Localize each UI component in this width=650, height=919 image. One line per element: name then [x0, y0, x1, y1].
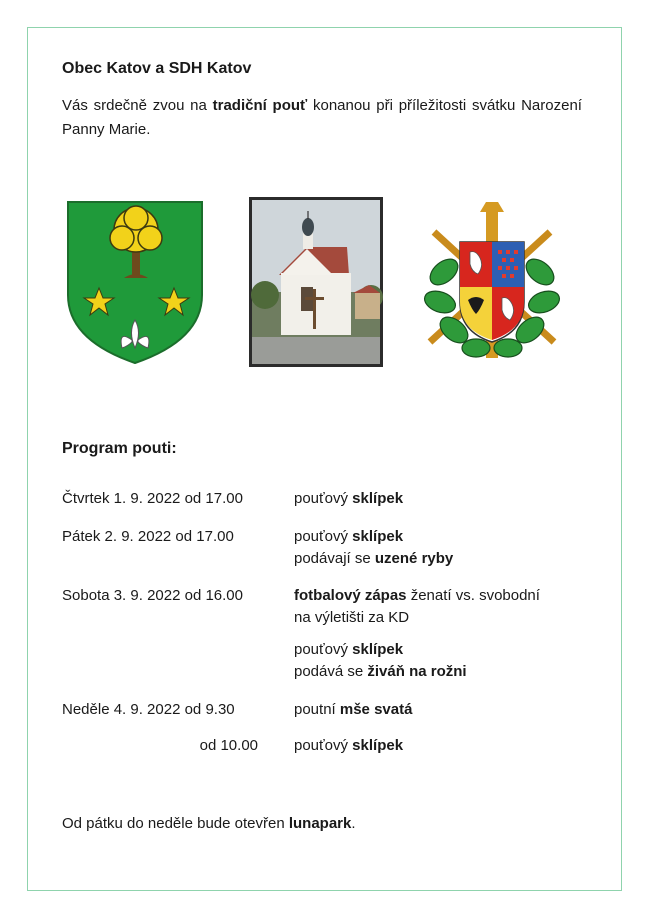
program-activity-saturday-location: na výletišti za KD	[294, 609, 410, 626]
program-activity-friday-2: podávají se uzené ryby	[294, 550, 454, 567]
intro-highlight: tradiční pouť	[212, 97, 308, 114]
program-heading: Program pouti:	[62, 440, 177, 457]
program-date-thursday: Čtvrtek 1. 9. 2022 od 17.00	[62, 490, 243, 507]
program-date-friday: Pátek 2. 9. 2022 od 17.00	[62, 528, 234, 545]
program-activity-sunday-2: pouťový sklípek	[294, 737, 404, 754]
firefighters-emblem-image	[410, 202, 574, 366]
program-activity-saturday-3: podává se živáň na rožni	[294, 663, 467, 680]
program-date-sunday: Neděle 4. 9. 2022 od 9.30	[62, 701, 235, 718]
coat-of-arms-image	[66, 200, 204, 365]
chapel-photo	[249, 197, 383, 367]
program-activity-saturday: fotbalový zápas ženatí vs. svobodní	[294, 587, 540, 604]
intro-text-start: Vás srdečně zvou na	[62, 97, 213, 114]
intro-paragraph	[62, 94, 582, 142]
page-title: Obec Katov a SDH Katov	[62, 60, 252, 77]
program-date-saturday: Sobota 3. 9. 2022 od 16.00	[62, 587, 243, 604]
program-activity-friday: pouťový sklípek	[294, 528, 404, 545]
page-border	[27, 27, 622, 891]
footer-note: Od pátku do neděle bude otevřen lunapark.	[62, 815, 356, 832]
intro-text-end: konanou při příležitosti svátku Narození Panny Marie.	[62, 97, 582, 138]
program-activity-sunday: poutní mše svatá	[294, 701, 413, 718]
program-activity-saturday-2: pouťový sklípek	[294, 641, 404, 658]
program-activity-thursday: pouťový sklípek	[294, 490, 404, 507]
program-date-sunday-2: od 10.00	[199, 737, 258, 754]
